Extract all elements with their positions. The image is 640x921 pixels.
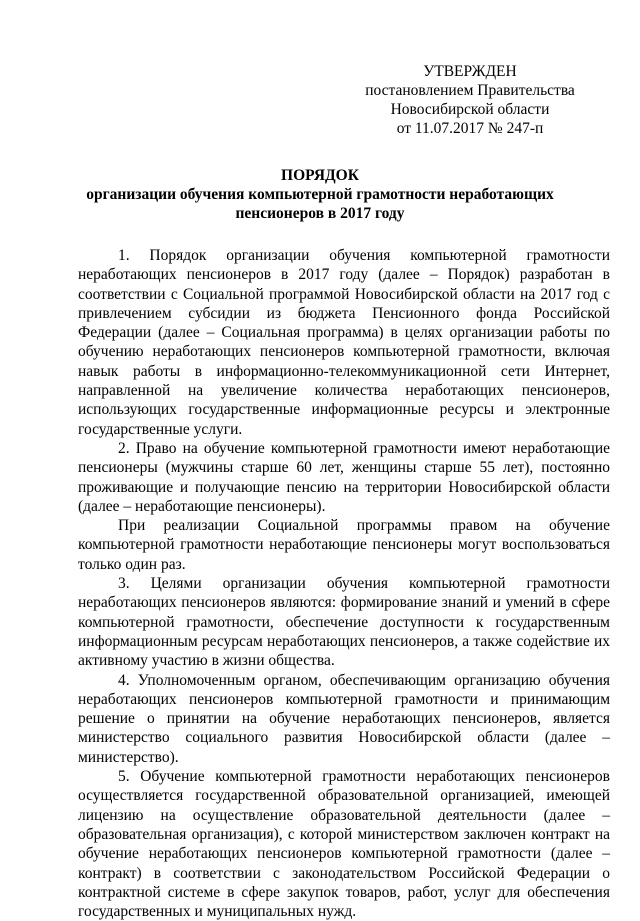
document-body — [78, 246, 610, 921]
title-subtitle-line-2: пенсионеров в 2017 году — [235, 205, 405, 222]
paragraph-2: 2. Право на обучение компьютерной грамотности имеют неработающие пенсионеры (мужчины старше 60 лет, женщины старше 55 лет), постоянно проживающие и получающие пенсию на территории Новосибирской области (далее – неработающие пенсионеры). — [78, 439, 610, 515]
approval-authority: постановлением Правительства — [365, 82, 575, 99]
document-title — [60, 166, 580, 223]
title-heading: ПОРЯДОК — [281, 167, 359, 184]
approval-date-number: от 11.07.2017 № 247-п — [396, 120, 544, 137]
approval-stamp — [360, 62, 580, 138]
paragraph-4: 4. Уполномоченным органом, обеспечивающим организацию обучения неработающих пенсионеров компьютерной грамотности и принимающим решение о принятии на обучение неработающих пенсионеров, является министерство социального развития Новосибирской области (далее – министерство). — [78, 671, 610, 766]
paragraph-1: 1. Порядок организации обучения компьютерной грамотности неработающих пенсионеров в 2017 году (далее – Порядок) разработан в соответствии с Социальной программой Новосибирской области на 2017 год с привлечением субсидии из бюджета Пенсионного фонда Российской Федерации (далее – Социальная программа) в целях организации работы по обучению неработающих пенсионеров компьютерной грамотности, включая навык работы в информационно-телекоммуникационной сети Интернет, направленной на увеличение количества неработающих пенсионеров, использующих государственные информационные ресурсы и электронные государственные услуги. — [78, 247, 610, 438]
approval-status: УТВЕРЖДЕН — [423, 63, 517, 80]
paragraph-2-note: При реализации Социальной программы правом на обучение компьютерной грамотности неработающие пенсионеры могут воспользоваться только один раз. — [78, 517, 610, 573]
paragraph-5: 5. Обучение компьютерной грамотности неработающих пенсионеров осуществляется государственной образовательной организацией, имеющей лицензию на осуществление образовательной деятельности (далее – образовательная организация), с которой министерством заключен контракт на обучение неработающих пенсионеров компьютерной грамотности (далее – контракт) в соответствии с законодательством Российской Федерации о контрактной системе в сфере закупок товаров, работ, услуг для обеспечения государственных и муниципальных нужд. — [78, 768, 610, 921]
title-subtitle-line-1: организации обучения компьютерной грамотности неработающих — [86, 186, 554, 203]
approval-region: Новосибирской области — [390, 101, 550, 118]
paragraph-3: 3. Целями организации обучения компьютерной грамотности неработающих пенсионеров являются: формирование знаний и умений в сфере компьютерной грамотности, обеспечение доступности к государственным информационным ресурсам неработающих пенсионеров, а также содействие их активному участию в жизни общества. — [78, 575, 610, 670]
